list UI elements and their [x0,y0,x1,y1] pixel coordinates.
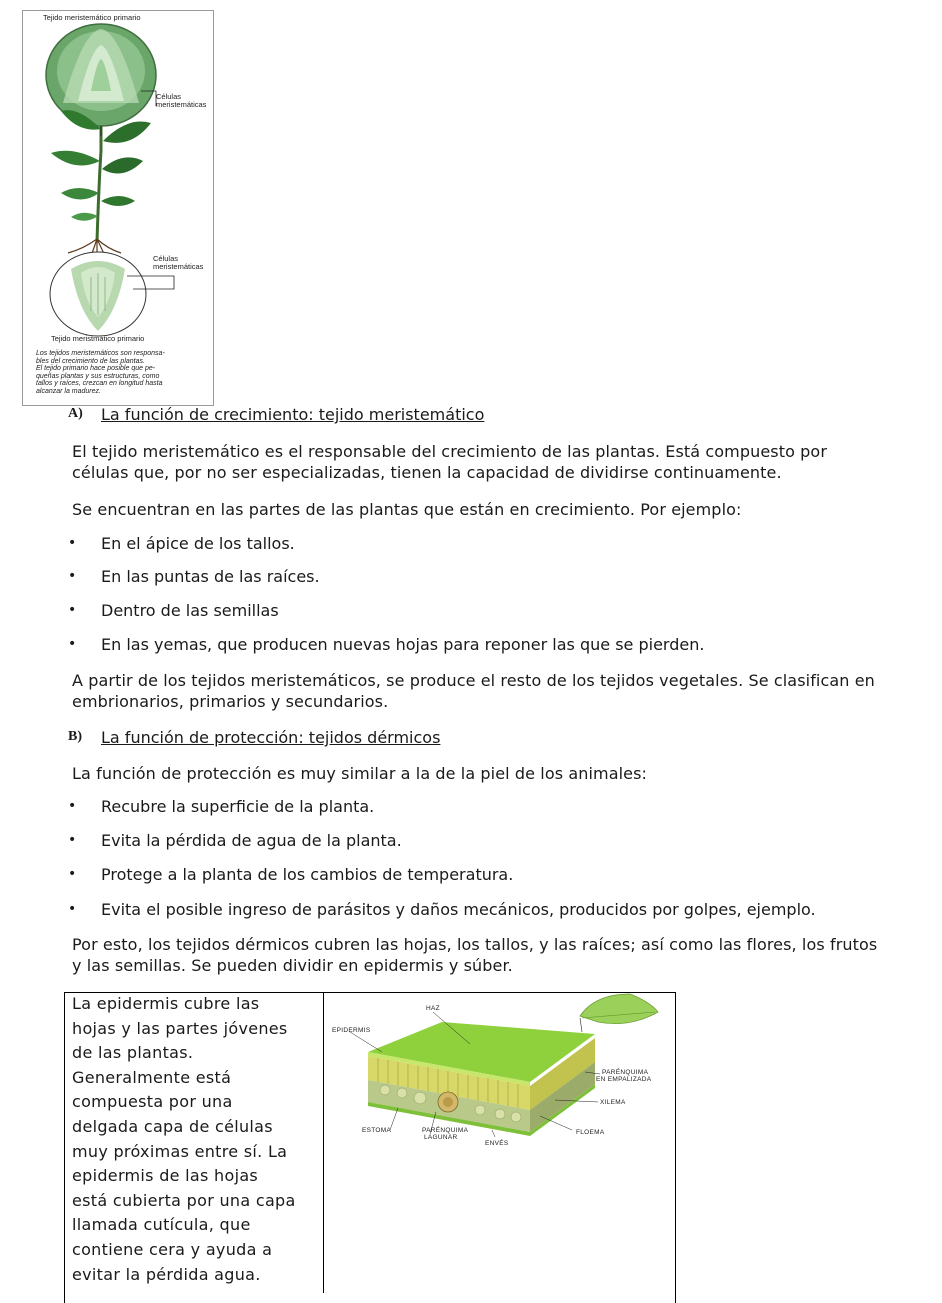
label-haz: HAZ [426,1005,440,1012]
section-a-paragraph-3: A partir de los tejidos meristemáticos, se produce el resto de los tejidos vegetales. Se clasifican en embrionarios, primarios y secundarios. [72,671,875,711]
section-a-paragraph-1: El tejido meristemático es el responsable del crecimiento de las plantas. Está compuesto por células que, por no ser especializadas, tienen la capacidad de dividirse continuamente. [72,442,827,482]
list-item: • Evita la pérdida de agua de la planta. [68,831,402,850]
epidermis-text: La epidermis cubre las hojas y las partes jóvenes de las plantas. Generalmente está compuesta por una delgada capa de células muy próximas entre sí. La epidermis de las hojas está cubierta por una capa llamada cutícula, que contiene cera y ayuda a evitar la pérdida agua. [72,994,296,1284]
list-item: • Protege a la planta de los cambios de temperatura. [68,865,514,884]
leaf-cross-section-figure [330,992,670,1152]
label-palisade-2: EN EMPALIZADA [596,1076,652,1083]
section-b-paragraph-2: Por esto, los tejidos dérmicos cubren las hojas, los tallos, y las raíces; así como las flores, los frutos y las semillas. Se pueden dividir en epidermis y súber. [72,935,878,975]
section-a-letter: A) [68,406,83,421]
figure-caption: Los tejidos meristemáticos son responsa- bles del crecimiento de las plantas. El tejido primario hace posible que pe- queñas plantas y sus estructuras, como tallos y raíces, crezcan en longitud hasta alcanzar la madurez. [36,350,165,395]
label-spongy-1: PARÉNQUIMA [422,1127,469,1134]
list-item: • En el ápice de los tallos. [68,534,295,553]
label-spongy-2: LAGUNAR [424,1134,458,1141]
section-a-title: La función de crecimiento: tejido meristemático [101,405,485,424]
plant-meristem-figure [22,10,214,406]
figure-bottom-label: Tejido meristmático primario [51,334,145,343]
table-divider [323,992,324,1293]
label-enves: ENVÉS [485,1140,509,1147]
section-a-paragraph-2: Se encuentran en las partes de las plantas que están en crecimiento. Por ejemplo: [72,500,742,519]
cells-label-top: Células meristemáticas [156,92,207,109]
list-item: • En las yemas, que producen nuevas hojas para reponer las que se pierden. [68,635,705,654]
label-xilema: XILEMA [600,1099,626,1106]
section-b-letter: B) [68,729,82,744]
list-item: • En las puntas de las raíces. [68,567,320,586]
list-item: • Evita el posible ingreso de parásitos y daños mecánicos, producidos por golpes, ejemplo. [68,900,816,919]
figure-top-label: Tejido meristemático primario [43,13,141,22]
label-epidermis: EPIDERMIS [332,1027,371,1034]
label-floema: FLOEMA [576,1129,605,1136]
label-estoma: ESTOMA [362,1127,392,1134]
list-item: • Dentro de las semillas [68,601,279,620]
cells-label-bottom: Células meristemáticas [153,254,204,271]
plant-illustration [23,11,213,351]
section-b-title: La función de protección: tejidos dérmicos [101,728,441,747]
section-b-paragraph-1: La función de protección es muy similar a la de la piel de los animales: [72,764,648,783]
list-item: • Recubre la superficie de la planta. [68,797,375,816]
label-palisade-1: PARÉNQUIMA [602,1069,649,1076]
